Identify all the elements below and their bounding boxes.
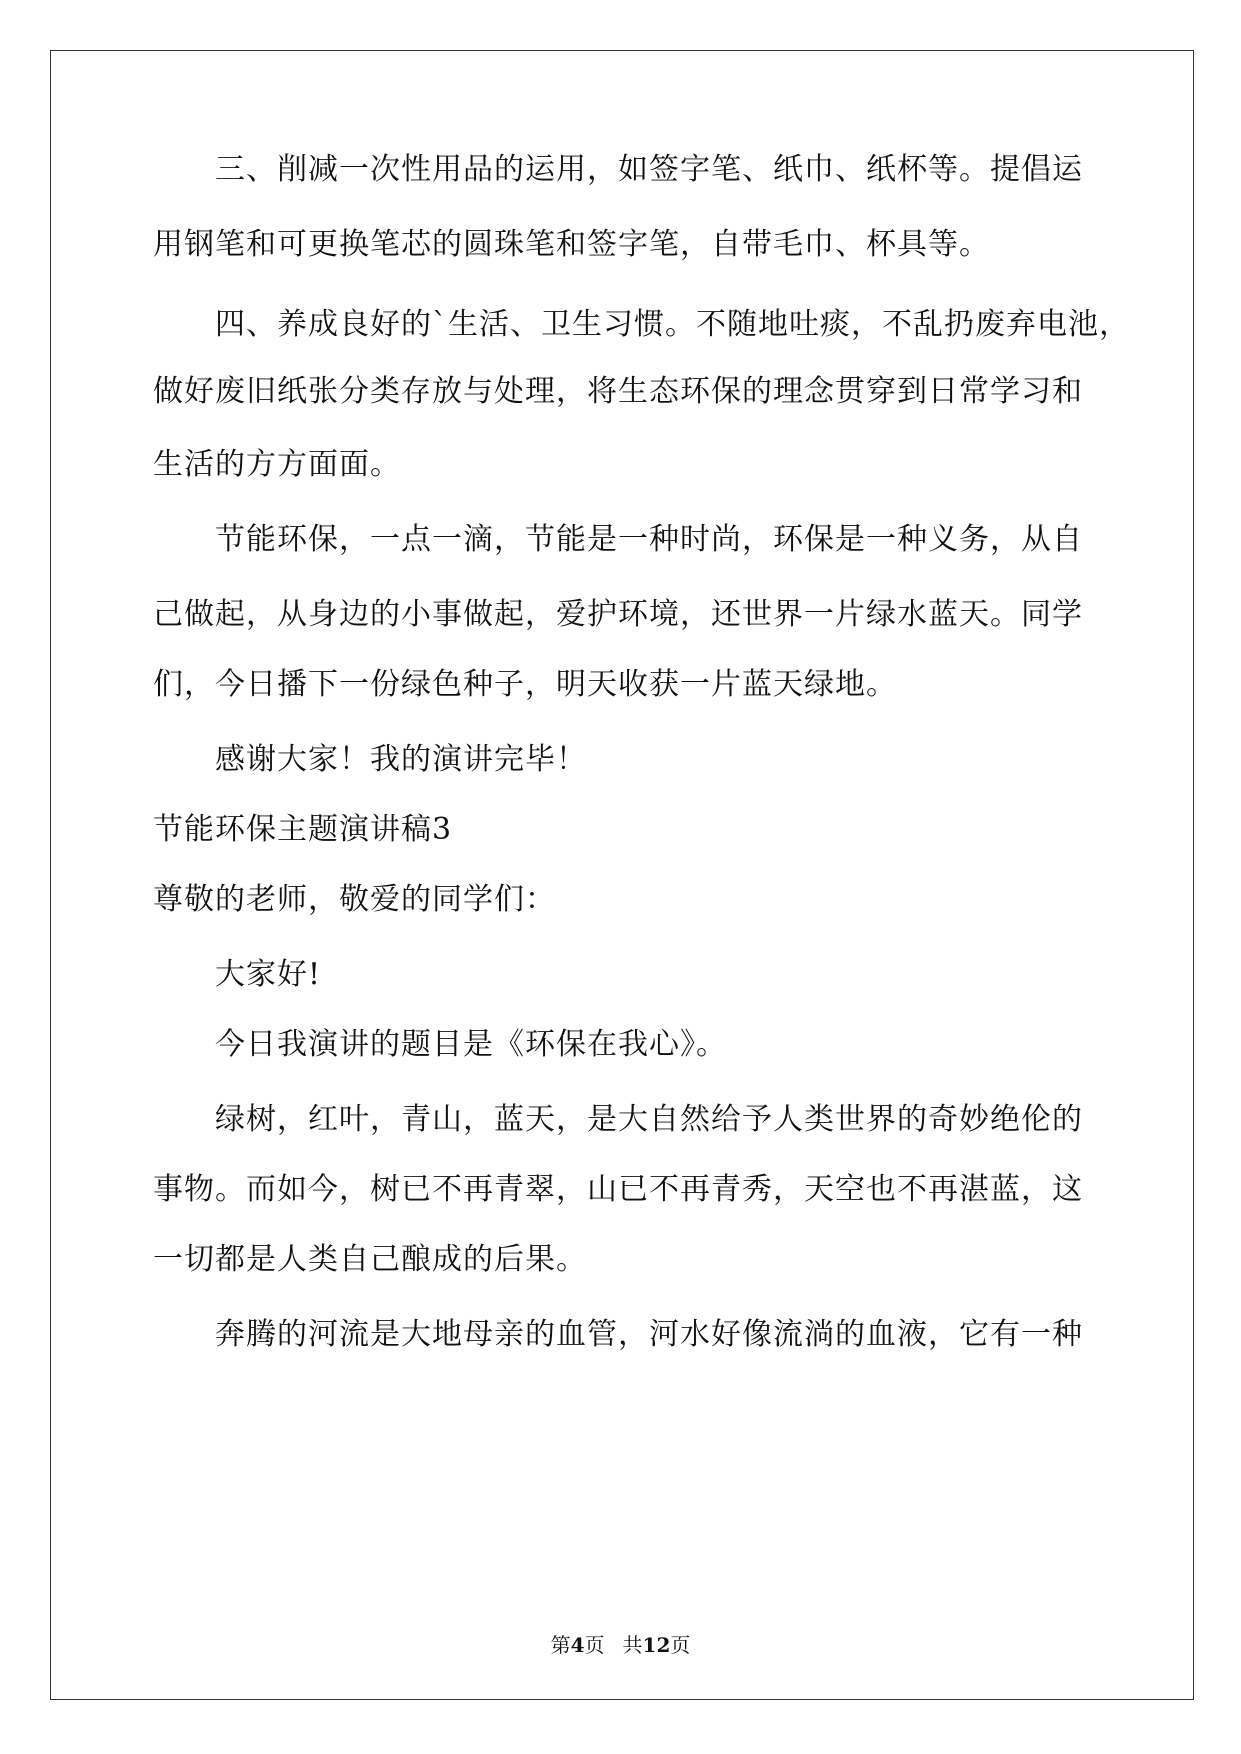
- paragraph-line: 奔腾的河流是大地母亲的血管，河水好像流淌的血液，它有一种: [215, 1317, 1083, 1352]
- section-heading: 节能环保主题演讲稿3: [153, 812, 453, 847]
- paragraph-line: 己做起，从身边的小事做起，爱护环境，还世界一片绿水蓝天。同学: [153, 597, 1083, 632]
- paragraph-line: 四、养成良好的`生活、卫生习惯。不随地吐痰，不乱扔废弃电池，: [215, 307, 1130, 342]
- paragraph-line: 节能环保，一点一滴，节能是一种时尚，环保是一种义务，从自: [215, 522, 1083, 557]
- page-number-current: 4: [570, 1633, 585, 1657]
- total-prefix: 共: [622, 1633, 643, 1657]
- paragraph-line: 一切都是人类自己酿成的后果。: [153, 1242, 587, 1277]
- paragraph-line: 做好废旧纸张分类存放与处理，将生态环保的理念贯穿到日常学习和: [153, 374, 1083, 409]
- salutation: 尊敬的老师，敬爱的同学们：: [153, 882, 556, 917]
- paragraph-line: 生活的方方面面。: [153, 447, 401, 482]
- paragraph-line: 用钢笔和可更换笔芯的圆珠笔和签字笔，自带毛巾、杯具等。: [153, 227, 990, 262]
- paragraph-line: 今日我演讲的题目是《环保在我心》。: [215, 1027, 727, 1062]
- greeting: 大家好!: [215, 957, 322, 992]
- page-border: [50, 50, 1194, 1700]
- page-unit: 页: [584, 1633, 605, 1657]
- paragraph-line: 三、削减一次性用品的运用，如签字笔、纸巾、纸杯等。提倡运: [215, 152, 1083, 187]
- closing-line: 感谢大家！我的演讲完毕！: [215, 742, 587, 777]
- total-unit: 页: [670, 1633, 691, 1657]
- page-prefix: 第: [550, 1633, 571, 1657]
- paragraph-line: 事物。而如今，树已不再青翠，山已不再青秀，天空也不再湛蓝，这: [153, 1172, 1083, 1207]
- page-footer: [0, 1632, 1241, 1658]
- paragraph-line: 绿树，红叶，青山，蓝天，是大自然给予人类世界的奇妙绝伦的: [215, 1102, 1083, 1137]
- page-number-total: 12: [642, 1633, 671, 1657]
- paragraph-line: 们，今日播下一份绿色种子，明天收获一片蓝天绿地。: [153, 667, 897, 702]
